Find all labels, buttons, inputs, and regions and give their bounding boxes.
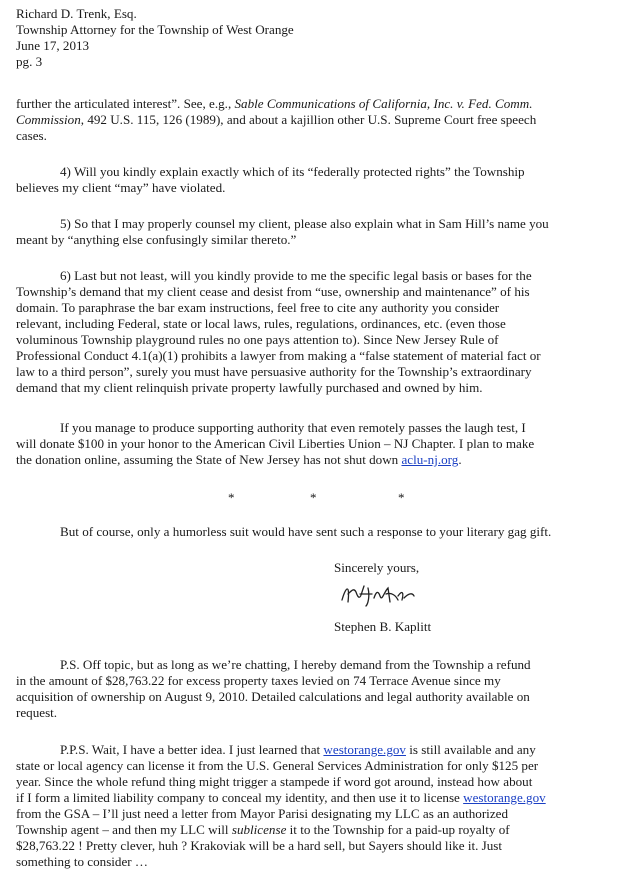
pps-line: Township agent – and then my LLC will sublicense it to the Township for a paid-up royalty of (16, 822, 510, 837)
aclu-link[interactable]: aclu-nj.org (401, 452, 459, 467)
paragraph-4-line: demand that my client relinquish private property lawfully purchased and owned by him. (16, 380, 483, 395)
signer-name: Stephen B. Kaplitt (334, 619, 432, 634)
handwritten-signature (338, 580, 418, 610)
pps-line: year. Since the whole refund thing might trigger a stampede if word got around, instead how about (16, 774, 533, 789)
paragraph-1-line: cases. (16, 128, 47, 143)
westorange-link[interactable]: westorange.gov (323, 742, 406, 757)
ps-line: P.S. Off topic, but as long as we’re chatting, I hereby demand from the Township a refund (60, 657, 531, 672)
pps-line: P.P.S. Wait, I have a better idea. I just learned that westorange.gov is still available and any (60, 742, 536, 757)
paragraph-4-line: Township’s demand that my client cease and desist from “use, ownership and maintenance” of his (16, 284, 530, 299)
paragraph-3-line: meant by “anything else confusingly similar thereto.” (16, 232, 297, 247)
paragraph-1-line: further the articulated interest”. See, e.g., Sable Communications of California, Inc. v. Fed. Comm. (16, 96, 533, 111)
paragraph-5-line: the donation online, assuming the State of New Jersey has not shut down aclu-nj.org. (16, 452, 462, 467)
pps-line: if I form a limited liability company to conceal my identity, and then use it to license westorange.gov (16, 790, 546, 805)
paragraph-2-line: believes my client “may” have violated. (16, 180, 226, 195)
ps-line: acquisition of ownership on August 9, 2010. Detailed calculations and legal authority available on (16, 689, 530, 704)
paragraph-5-line: If you manage to produce supporting authority that even remotely passes the laugh test, I (60, 420, 526, 435)
pps-line: $28,763.22 ! Pretty clever, huh ? Krakoviak will be a hard sell, but Sayers should like it. Just (16, 838, 503, 853)
page-number: pg. 3 (16, 54, 43, 69)
letter-date: June 17, 2013 (16, 38, 90, 53)
closing-salutation: Sincerely yours, (334, 560, 420, 575)
recipient-title: Township Attorney for the Township of West Orange (16, 22, 294, 37)
paragraph-3-line: 5) So that I may properly counsel my client, please also explain what in Sam Hill’s name you (60, 216, 549, 231)
paragraph-4-line: relevant, including Federal, state or local laws, rules, regulations, ordinances, etc. (even those (16, 316, 506, 331)
pps-line: something to consider … (16, 854, 149, 869)
section-star: * (310, 490, 317, 505)
paragraph-4-line: Professional Conduct 4.1(a)(1) prohibits a lawyer from making a “false statement of material fact or (16, 348, 541, 363)
section-star: * (398, 490, 405, 505)
paragraph-6-line: But of course, only a humorless suit would have sent such a response to your literary gag gift. (60, 524, 552, 539)
paragraph-4-line: law to a third person”, surely you must have persuasive authority for the Township’s extraordinary (16, 364, 532, 379)
ps-line: request. (16, 705, 58, 720)
ps-line: in the amount of $28,763.22 for excess property taxes levied on 74 Terrace Avenue since my (16, 673, 501, 688)
paragraph-1-line: Commission, 492 U.S. 115, 126 (1989), and about a kajillion other U.S. Supreme Court free speech (16, 112, 537, 127)
pps-line: state or local agency can license it from the U.S. General Services Administration for only $125 per (16, 758, 539, 773)
recipient-name: Richard D. Trenk, Esq. (16, 6, 137, 21)
pps-line: from the GSA – I’ll just need a letter from Mayor Parisi designating my LLC as an authorized (16, 806, 508, 821)
paragraph-5-line: will donate $100 in your honor to the American Civil Liberties Union – NJ Chapter. I plan to make (16, 436, 535, 451)
paragraph-4-line: 6) Last but not least, will you kindly provide to me the specific legal basis or bases for the (60, 268, 532, 283)
paragraph-2-line: 4) Will you kindly explain exactly which of its “federally protected rights” the Township (60, 164, 525, 179)
paragraph-4-line: voluminous Township playground rules no one pays attention to). Since New Jersey Rule of (16, 332, 499, 347)
westorange-link[interactable]: westorange.gov (463, 790, 546, 805)
section-star: * (228, 490, 235, 505)
paragraph-4-line: domain. To paraphrase the bar exam instructions, feel free to cite any authority you consider (16, 300, 500, 315)
